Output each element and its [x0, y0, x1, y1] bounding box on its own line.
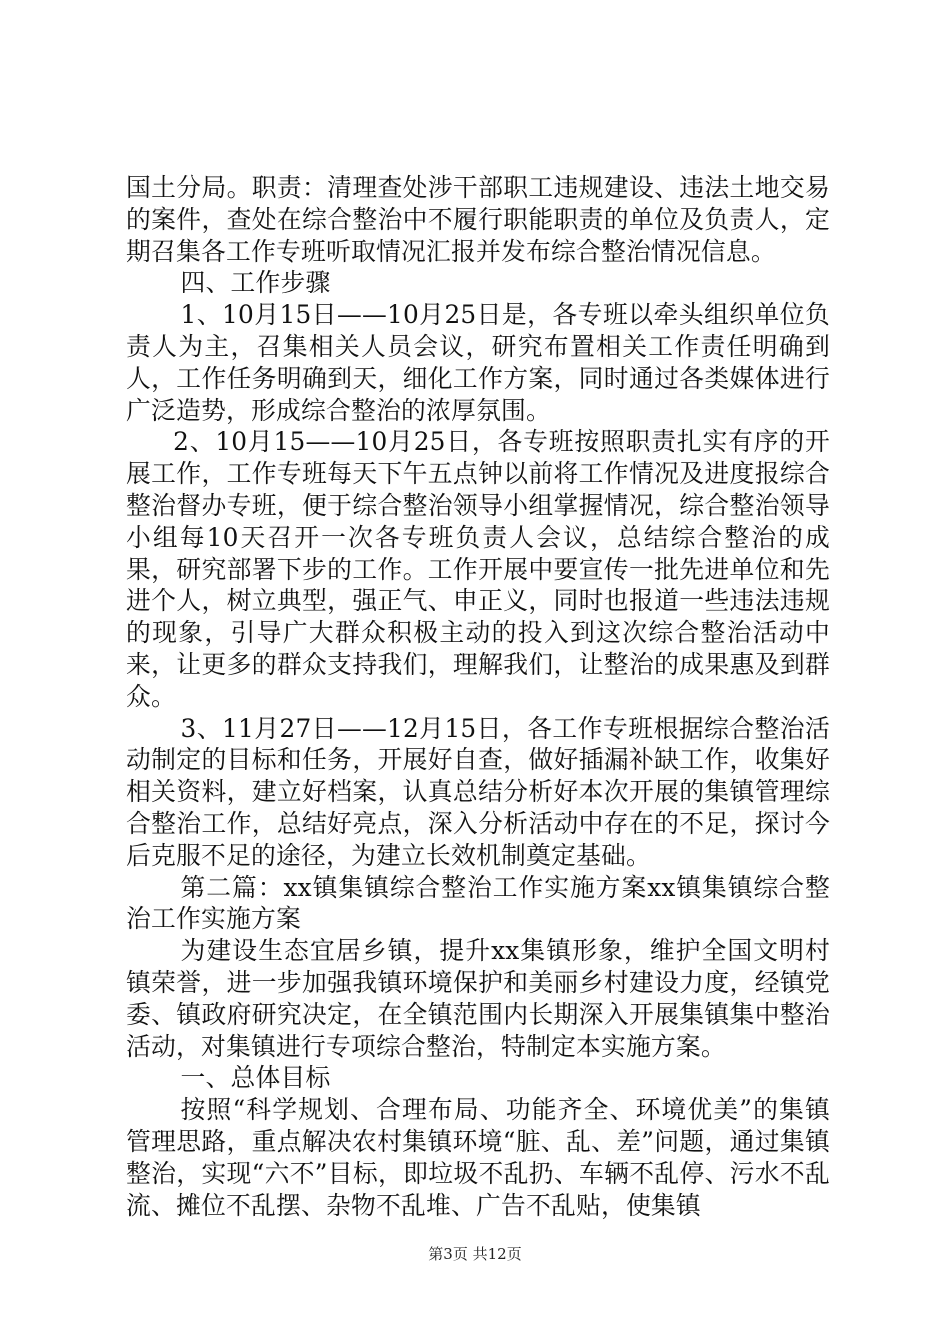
paragraph-step-3: 3、11月27日——12月15日，各工作专班根据综合整治活动制定的目标和任务，开展好自查，做好插漏补缺工作，收集好相关资料，建立好档案，认真总结分析好本次开展的集镇管理综合整治工作，总结好亮点，深入分析活动中存在的不足，探讨今后克服不足的途径，为建立长效机制奠定基础。 — [126, 713, 830, 870]
heading-second-article: 第二篇：xx镇集镇综合整治工作实施方案xx镇集镇综合整治工作实施方案 — [126, 872, 830, 934]
paragraph-responsibilities: 国土分局。职责：清理查处涉干部职工违规建设、违法土地交易的案件，查处在综合整治中不履行职能职责的单位及负责人，定期召集各工作专班听取情况汇报并发布综合整治情况信息。 — [126, 173, 830, 266]
document-body — [126, 172, 830, 1221]
paragraph-step-2: 2、10月15——10月25日，各专班按照职责扎实有序的开展工作，工作专班每天下午五点钟以前将工作情况及进度报综合整治督办专班，便于综合整治领导小组掌握情况，综合整治领导小组每10天召开一次各专班负责人会议，总结综合整治的成果，研究部署下步的工作。工作开展中要宣传一批先进单位和先进个人，树立典型，强正气、申正义，同时也报道一些违法违规的现象，引导广大群众积极主动的投入到这次综合整治活动中来，让更多的群众支持我们，理解我们，让整治的成果惠及到群众。 — [126, 427, 830, 711]
heading-work-steps: 四、工作步骤 — [180, 268, 331, 298]
paragraph-intro: 为建设生态宜居乡镇，提升xx集镇形象，维护全国文明村镇荣誉，进一步加强我镇环境保护和美丽乡村建设力度，经镇党委、镇政府研究决定，在全镇范围内长期深入开展集镇集中整治活动，对集镇进行专项综合整治，特制定本实施方案。 — [126, 936, 830, 1061]
page-number-footer: 第3页 共12页 — [428, 1245, 522, 1263]
heading-overall-goal: 一、总体目标 — [180, 1063, 331, 1093]
paragraph-step-1: 1、10月15日——10月25日是，各专班以牵头组织单位负责人为主，召集相关人员会议，研究布置相关工作责任明确到人，工作任务明确到天，细化工作方案，同时通过各类媒体进行广泛造势，形成综合整治的浓厚氛围。 — [126, 300, 830, 425]
paragraph-overall-goal: 按照“科学规划、合理布局、功能齐全、环境优美”的集镇管理思路，重点解决农村集镇环境“脏、乱、差”问题，通过集镇整治，实现“六不”目标，即垃圾不乱扔、车辆不乱停、污水不乱流、摊位不乱摆、杂物不乱堆、广告不乱贴，使集镇 — [126, 1095, 830, 1220]
